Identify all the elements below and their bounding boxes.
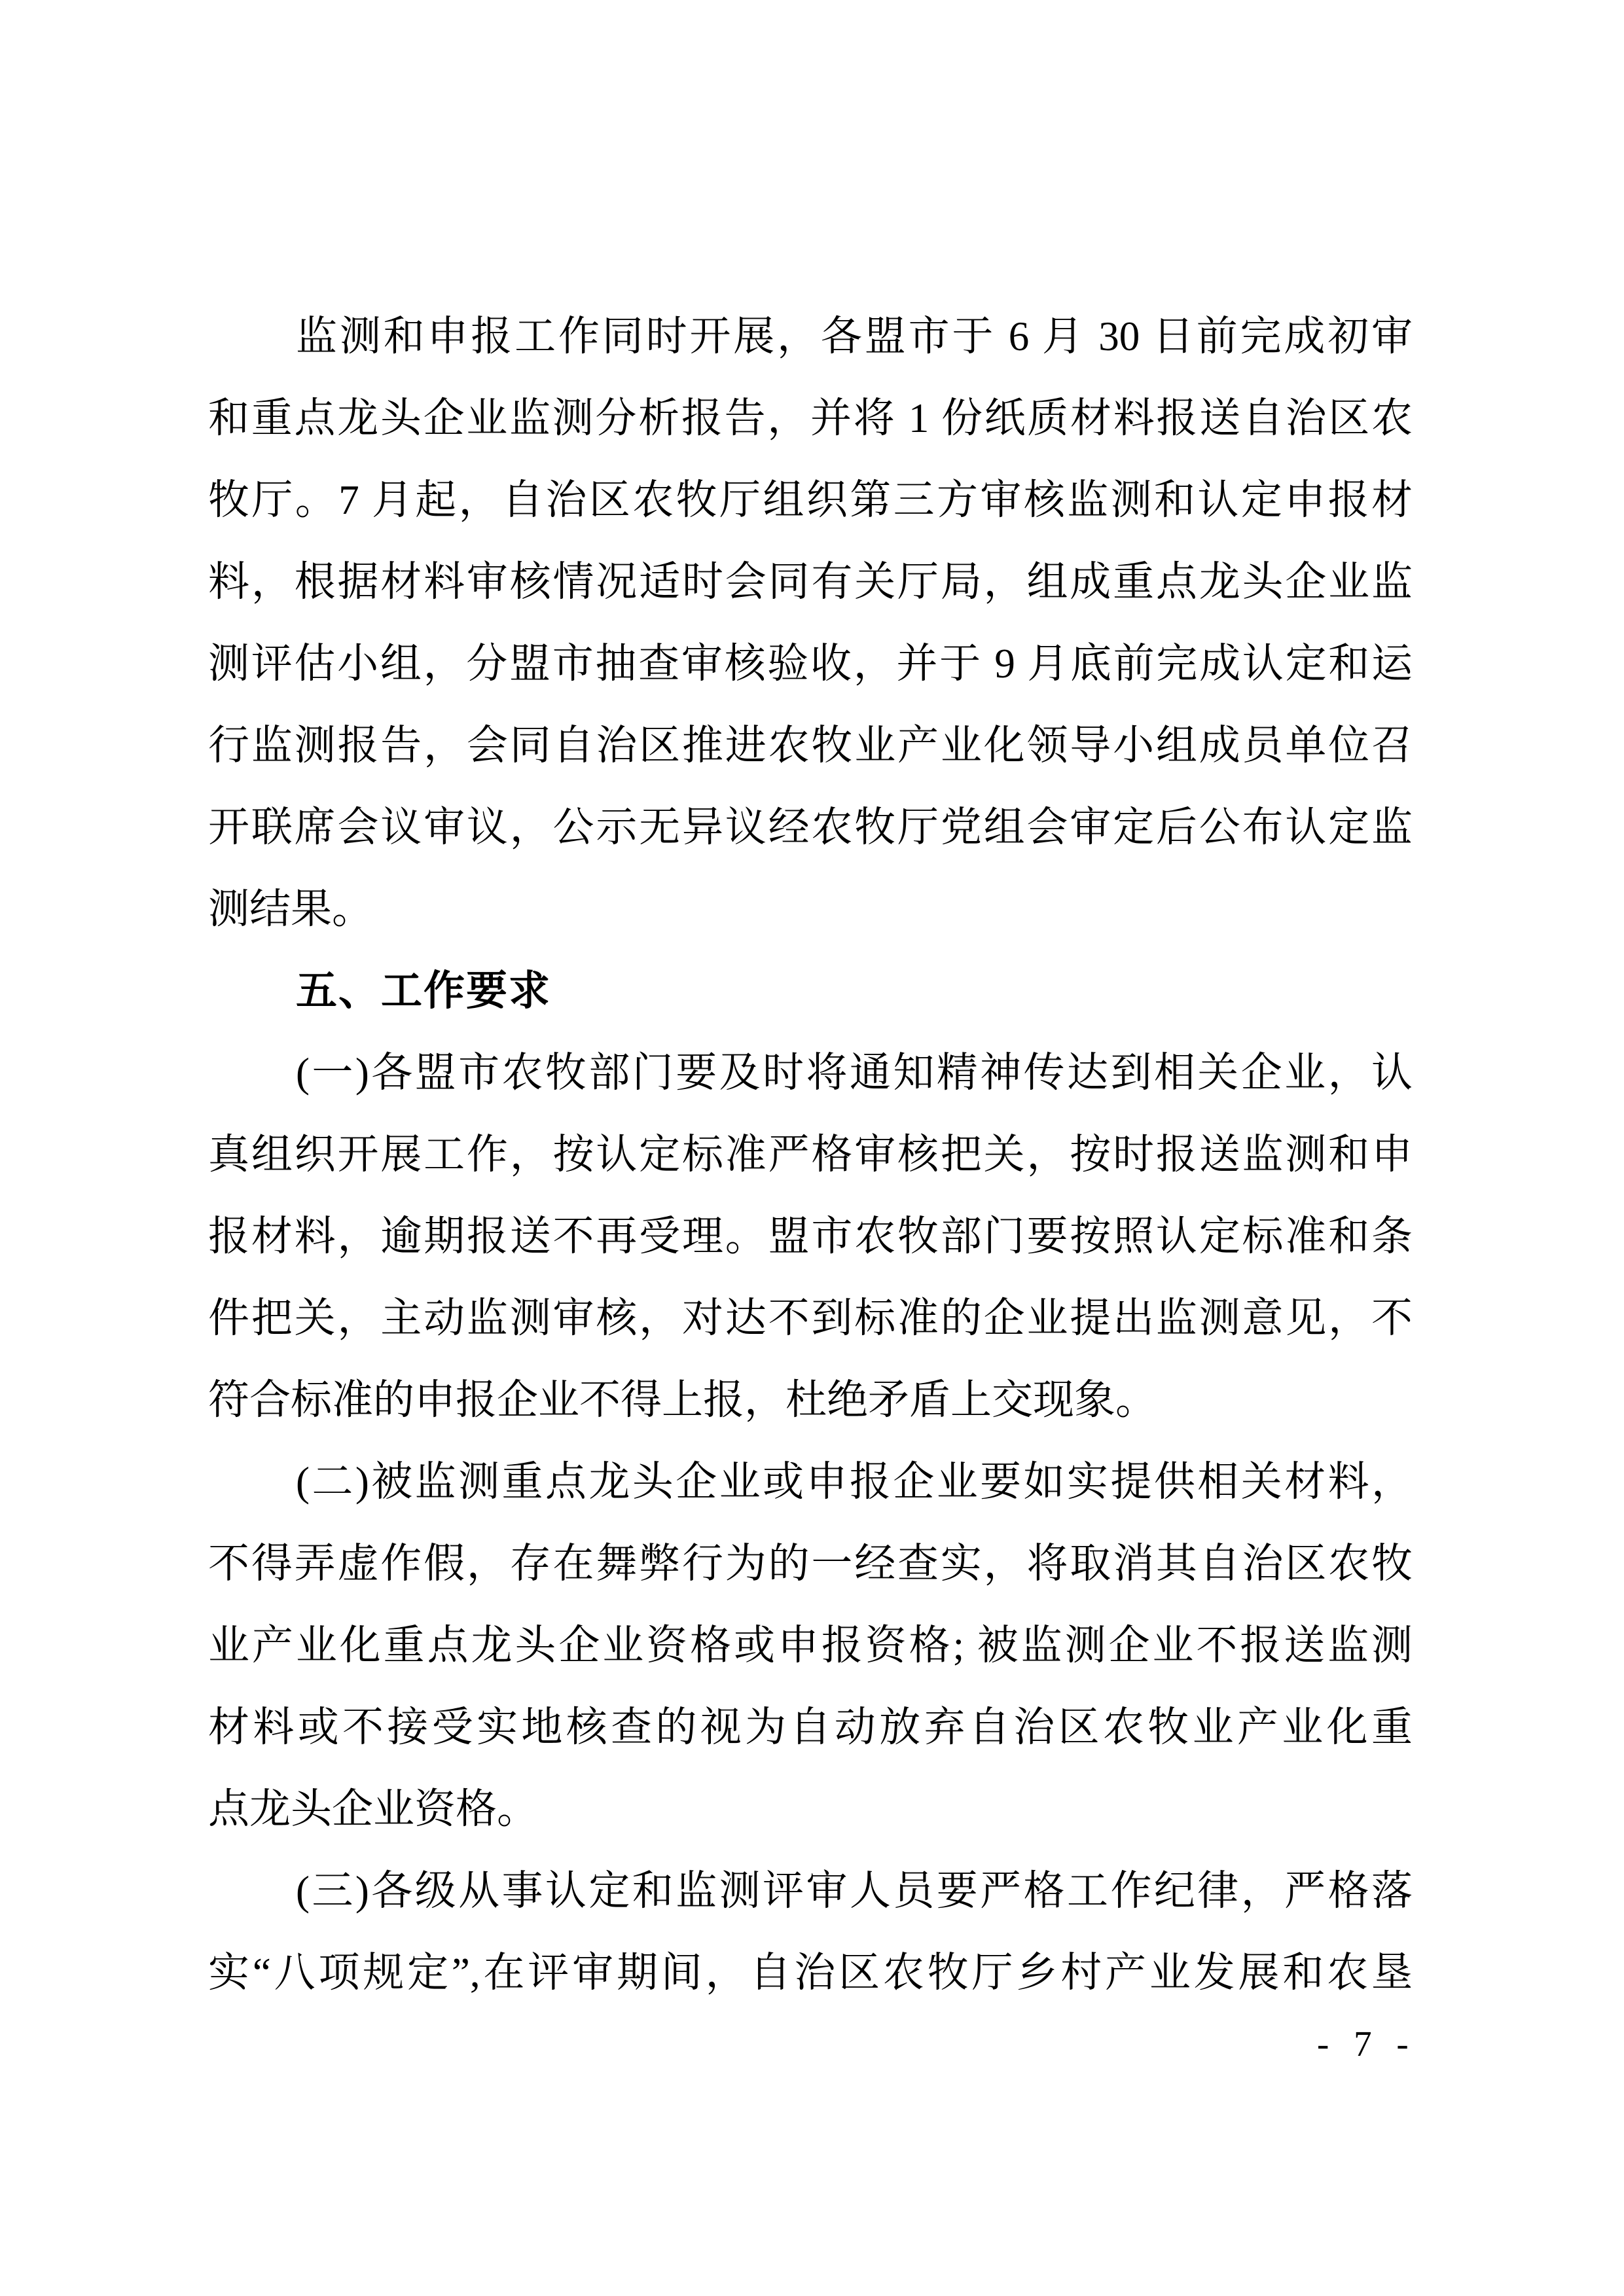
text-line-15: (二)被监测重点龙头企业或申报企业要如实提供相关材料， — [296, 1459, 1413, 1505]
text-line-6: 行监测报告，会同自治区推进农牧业产业化领导小组成员单位召 — [208, 723, 1413, 768]
section-heading: 五、工作要求 — [296, 968, 551, 1014]
text-line-13: 件把关，主动监测审核，对达不到标准的企业提出监测意见，不 — [208, 1295, 1413, 1341]
text-line-16: 不得弄虚作假，存在舞弊行为的一经查实，将取消其自治区农牧 — [208, 1541, 1413, 1587]
text-line-17: 业产业化重点龙头企业资格或申报资格; 被监测企业不报送监测 — [208, 1623, 1413, 1668]
text-line-20: (三)各级从事认定和监测评审人员要严格工作纪律，严格落 — [296, 1868, 1413, 1914]
text-line-3: 牧厅。7 月起，自治区农牧厅组织第三方审核监测和认定申报材 — [208, 477, 1413, 523]
text-line-18: 材料或不接受实地核查的视为自动放弃自治区农牧业产业化重 — [208, 1704, 1413, 1750]
text-line-21: 实“八项规定”,在评审期间，自治区农牧厅乡村产业发展和农垦 — [208, 1950, 1413, 1996]
text-line-5: 测评估小组，分盟市抽查审核验收，并于 9 月底前完成认定和运 — [208, 641, 1413, 687]
text-line-10: (一)各盟市农牧部门要及时将通知精神传达到相关企业，认 — [296, 1050, 1413, 1096]
text-line-14: 符合标准的申报企业不得上报，杜绝矛盾上交现象。 — [208, 1377, 1157, 1423]
text-line-12: 报材料，逾期报送不再受理。盟市农牧部门要按照认定标准和条 — [208, 1213, 1413, 1259]
text-line-11: 真组织开展工作，按认定标准严格审核把关，按时报送监测和申 — [208, 1132, 1413, 1177]
text-line-19: 点龙头企业资格。 — [208, 1786, 538, 1832]
text-line-1: 监测和申报工作同时开展，各盟市于 6 月 30 日前完成初审 — [296, 314, 1413, 359]
document-body — [208, 296, 1413, 2014]
text-line-4: 料，根据材料审核情况适时会同有关厅局，组成重点龙头企业监 — [208, 559, 1413, 605]
text-line-7: 开联席会议审议，公示无异议经农牧厅党组会审定后公布认定监 — [208, 804, 1413, 850]
text-line-2: 和重点龙头企业监测分析报告，并将 1 份纸质材料报送自治区农 — [208, 395, 1413, 441]
text-line-8: 测结果。 — [208, 886, 373, 932]
page-number: - 7 - — [1317, 2024, 1416, 2064]
